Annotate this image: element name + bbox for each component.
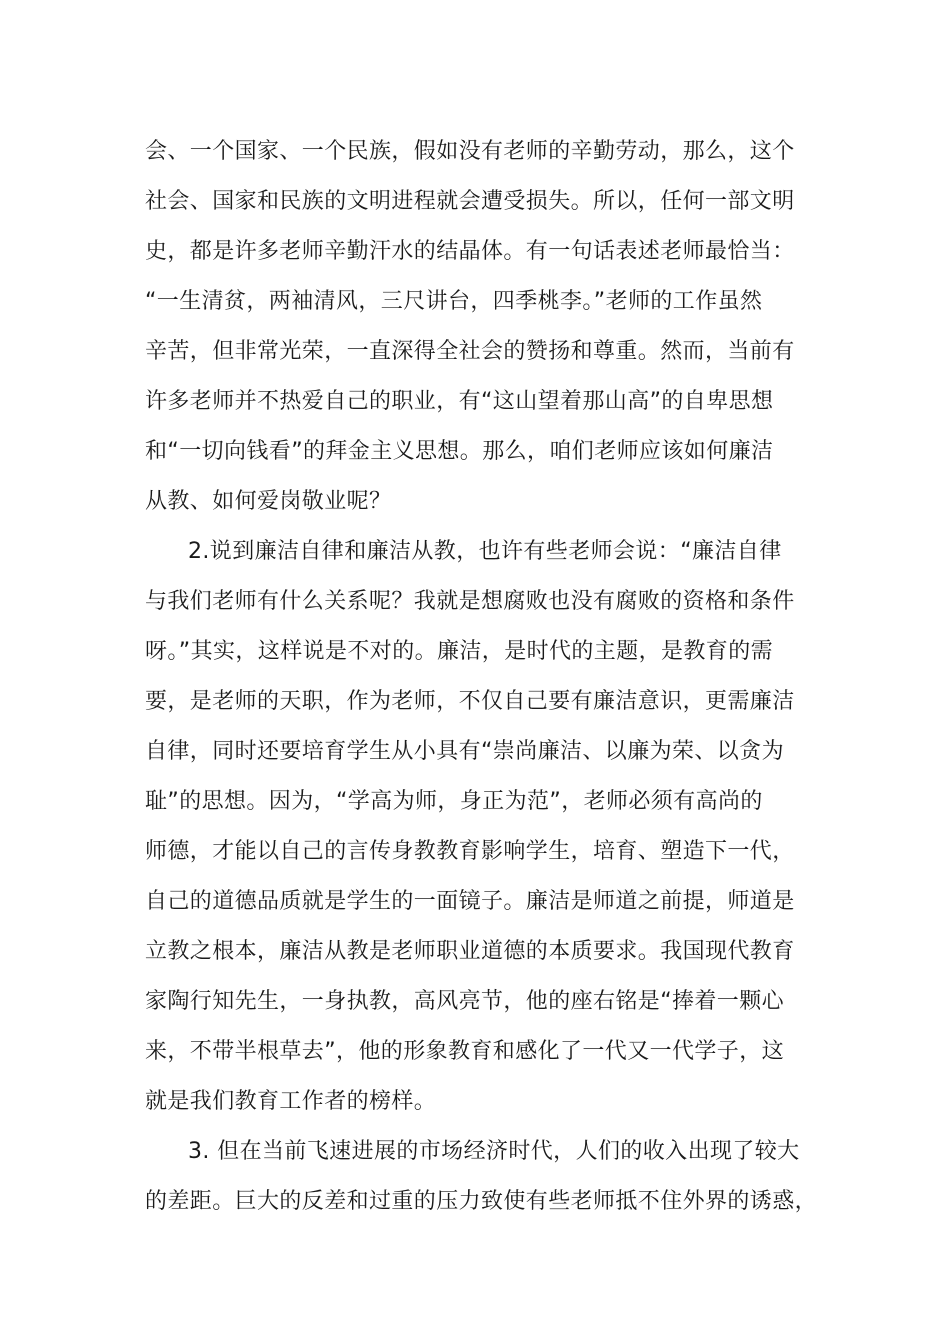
text-line: 就是我们教育工作者的榜样。	[145, 1089, 437, 1114]
text-line: 来，不带半根草去”，他的形象教育和感化了一代又一代学子，这	[145, 1039, 784, 1064]
text-line: 要，是老师的天职，作为老师，不仅自己要有廉洁意识，更需廉洁	[145, 689, 795, 714]
text-line: 社会、国家和民族的文明进程就会遭受损失。所以，任何一部文明	[145, 189, 795, 214]
text-line: 许多老师并不热爱自己的职业，有“这山望着那山高”的自卑思想	[145, 389, 774, 414]
text-line: 呀。”其实，这样说是不对的。廉洁，是时代的主题，是教育的需	[145, 639, 773, 664]
paragraph-3-first-line: 3. 但在当前飞速进展的市场经济时代，人们的收入出现了较大	[188, 1139, 800, 1164]
text-line: 辛苦，但非常光荣，一直深得全社会的赞扬和尊重。然而，当前有	[145, 339, 795, 364]
text-line: 和“一切向钱看”的拜金主义思想。那么，咱们老师应该如何廉洁	[145, 439, 774, 464]
paragraph-2-first-line: 2.说到廉洁自律和廉洁从教，也许有些老师会说：“廉洁自律	[188, 539, 782, 564]
text-line: 立教之根本，廉洁从教是老师职业道德的本质要求。我国现代教育	[145, 939, 795, 964]
text-line: 史，都是许多老师辛勤汗水的结晶体。有一句话表述老师最恰当：	[145, 239, 795, 264]
text-line: 会、一个国家、一个民族，假如没有老师的辛勤劳动，那么，这个	[145, 139, 795, 164]
text-line: 从教、如何爱岗敬业呢？	[145, 489, 392, 514]
text-line: 自律，同时还要培育学生从小具有“崇尚廉洁、以廉为荣、以贪为	[145, 739, 784, 764]
text-line: 耻”的思想。因为，“学高为师，身正为范”，老师必须有高尚的	[145, 789, 763, 814]
text-line: 自己的道德品质就是学生的一面镜子。廉洁是师道之前提，师道是	[145, 889, 795, 914]
text-line: 师德，才能以自己的言传身教教育影响学生，培育、塑造下一代，	[145, 839, 795, 864]
text-line: 家陶行知先生，一身执教，高风亮节，他的座右铭是“捧着一颗心	[145, 989, 784, 1014]
text-line: 与我们老师有什么关系呢？我就是想腐败也没有腐败的资格和条件	[145, 589, 795, 614]
text-line: 的差距。巨大的反差和过重的压力致使有些老师抵不住外界的诱惑，	[145, 1189, 818, 1214]
text-line: “一生清贫，两袖清风，三尺讲台，四季桃李。”老师的工作虽然	[145, 289, 763, 314]
